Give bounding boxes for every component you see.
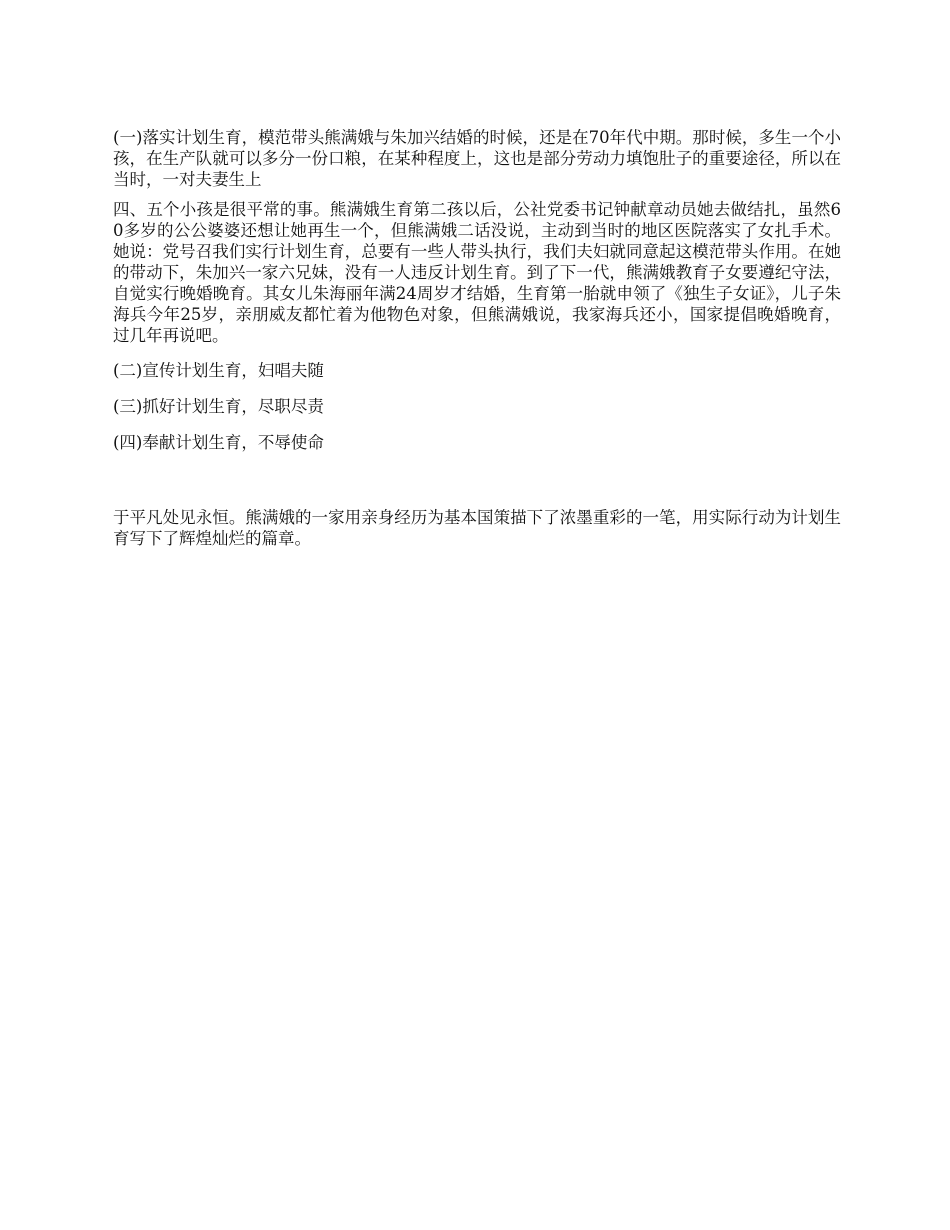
paragraph-model-example: 四、五个小孩是很平常的事。熊满娥生育第二孩以后，公社党委书记钟献章动员她去做结扎，虽然60多岁的公公婆婆还想让她再生一个，但熊满娥二话没说，主动到当时的地区医院落实了女扎手术。她说：党号召我们实行计划生育，总要有一些人带头执行，我们夫妇就同意起这模范带头作用。在她的带动下，朱加兴一家六兄妹，没有一人违反计划生育。到了下一代，熊满娥教育子女要遵纪守法，自觉实行晚婚晚育。其女儿朱海丽年满24周岁才结婚，生育第一胎就申领了《独生子女证》，儿子朱海兵今年25岁，亲朋威友都忙着为他物色对象，但熊满娥说，我家海兵还小，国家提倡晚婚晚育，过几年再说吧。 <box>113 200 841 345</box>
document-body <box>113 127 841 549</box>
section-heading-duty: (三)抓好计划生育，尽职尽责 <box>113 397 324 416</box>
section-spacer <box>113 453 841 507</box>
closing-paragraph: 于平凡处见永恒。熊满娥的一家用亲身经历为基本国策描下了浓墨重彩的一笔，用实际行动为计划生育写下了辉煌灿烂的篇章。 <box>113 508 841 548</box>
section-heading-dedication: (四)奉献计划生育，不辱使命 <box>113 433 324 452</box>
paragraph-implement-family-planning: (一)落实计划生育，模范带头熊满娥与朱加兴结婚的时候，还是在70年代中期。那时候，多生一个小孩，在生产队就可以多分一份口粮，在某种程度上，这也是部分劳动力填饱肚子的重要途径，所以在当时，一对夫妻生上 <box>113 128 841 189</box>
section-heading-promote: (二)宣传计划生育，妇唱夫随 <box>113 361 324 380</box>
